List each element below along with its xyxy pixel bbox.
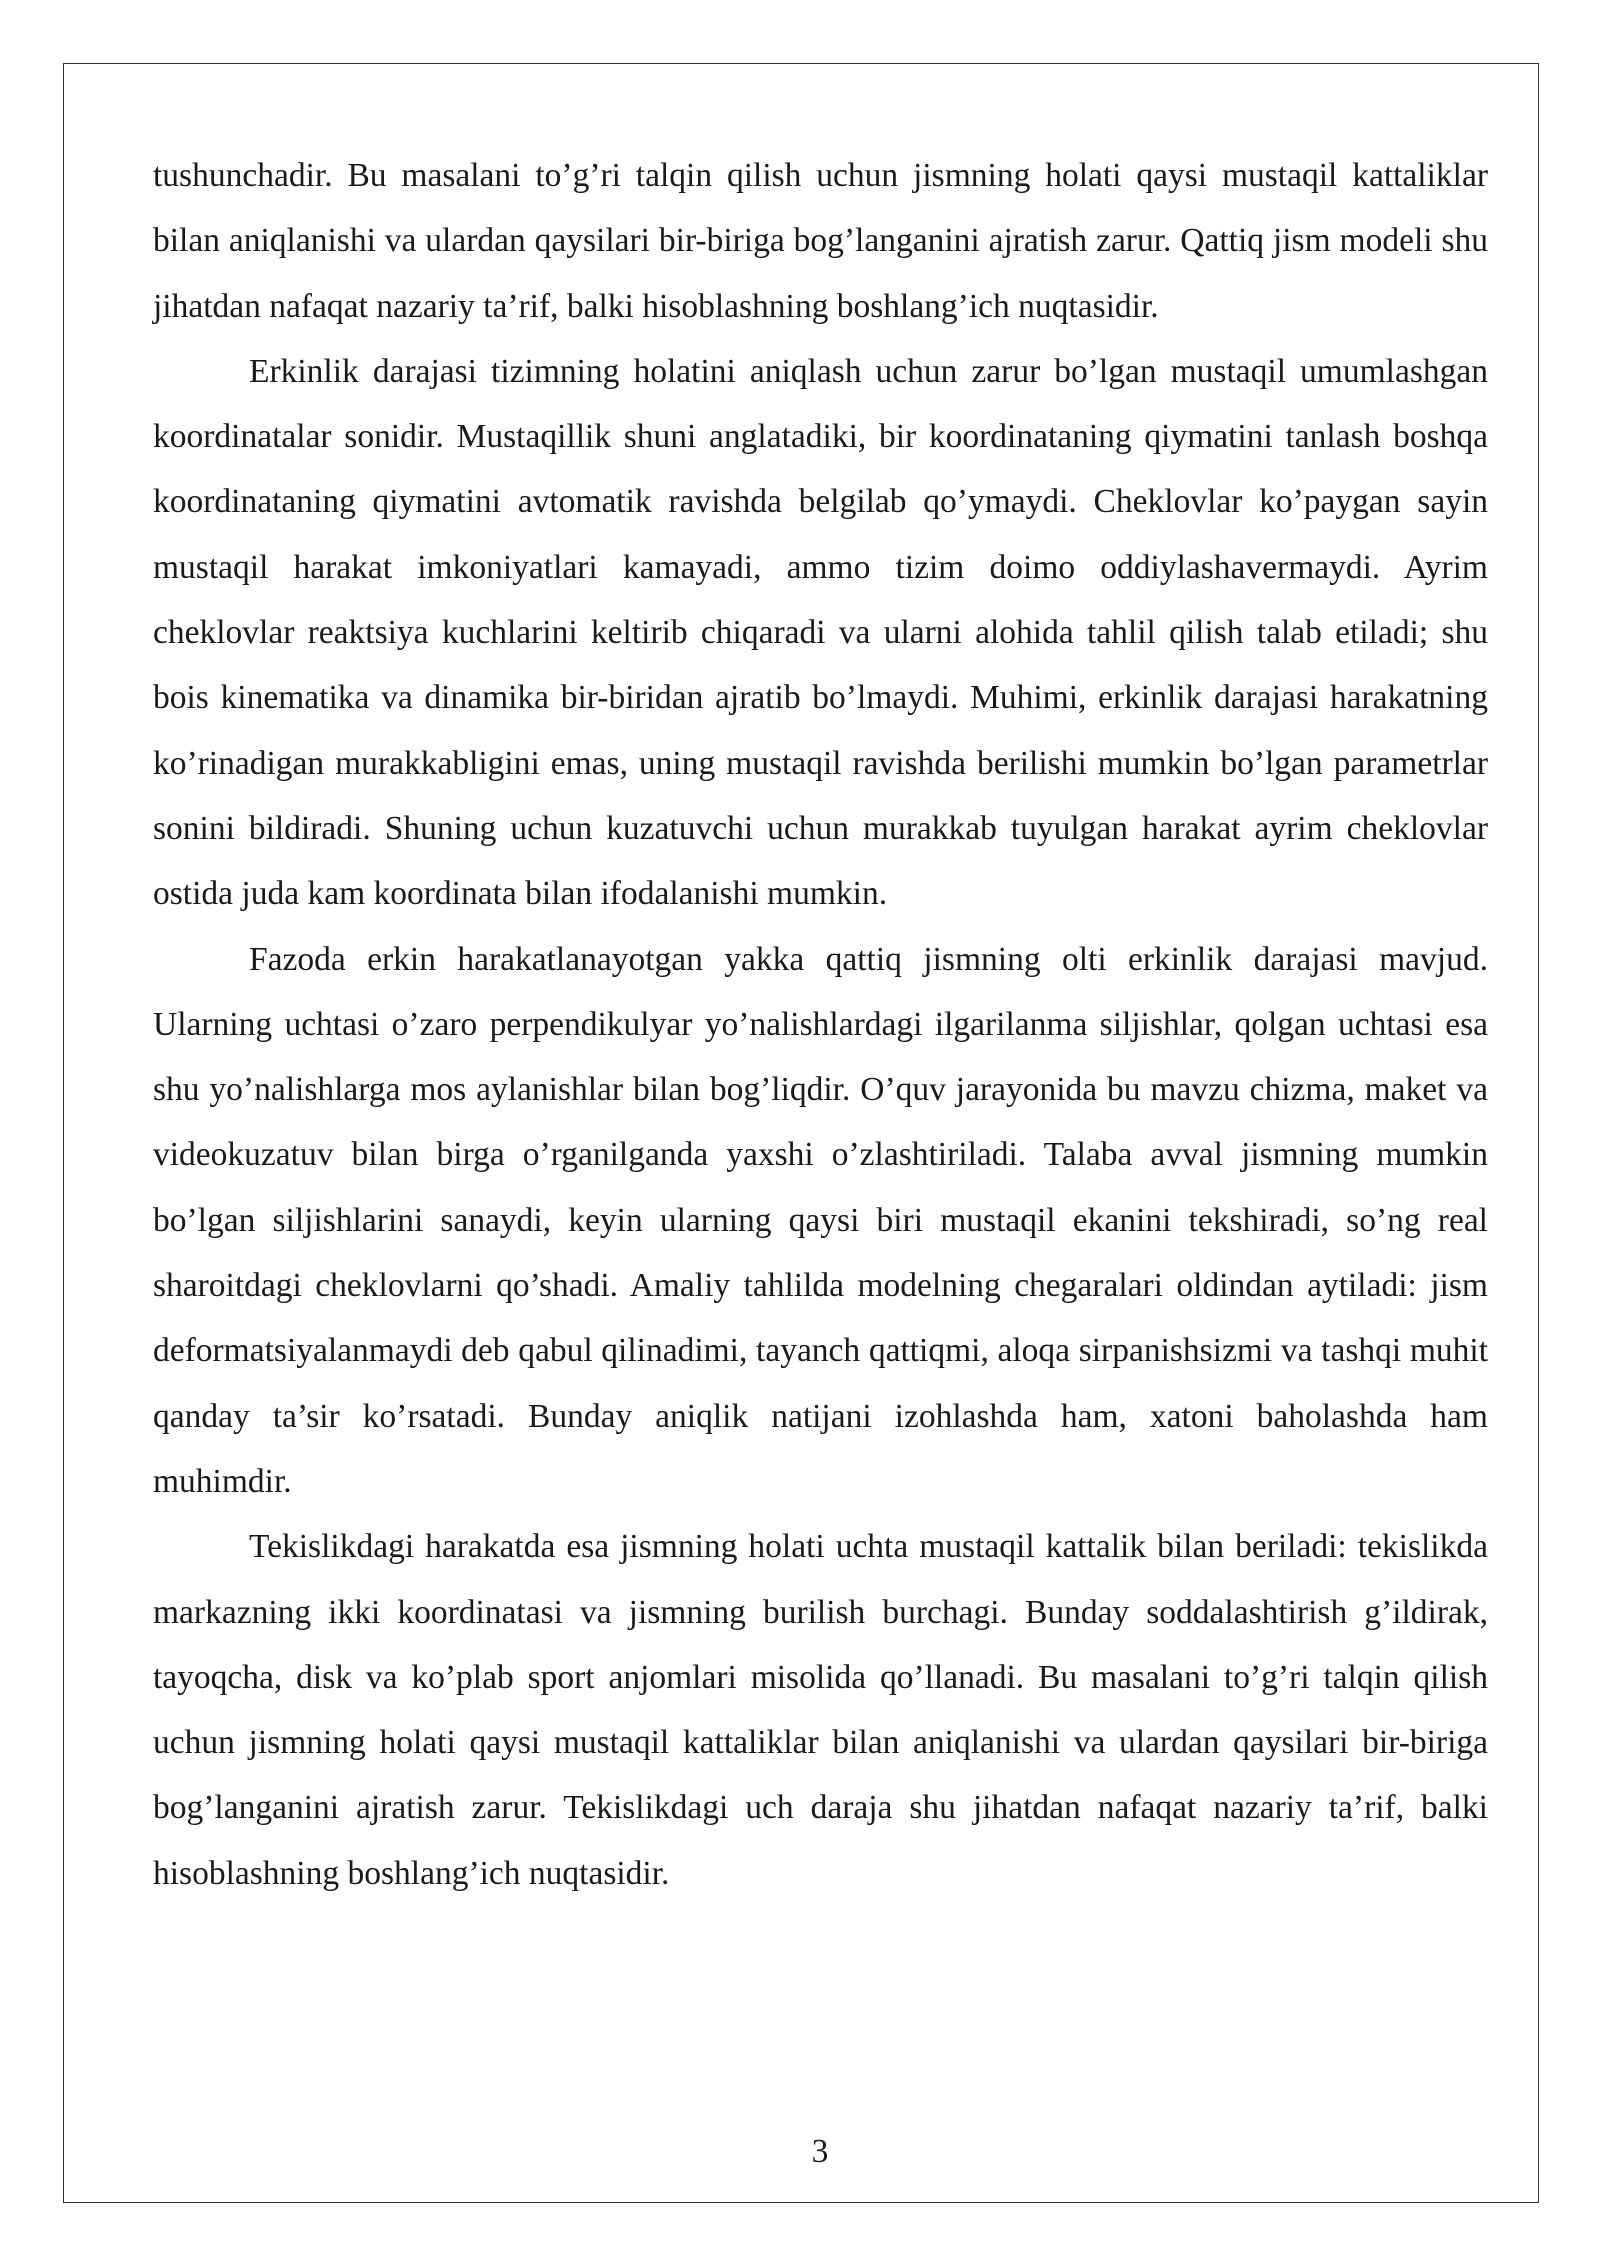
paragraph-planar-motion: Tekislikdagi harakatda esa jismning holati uchta mustaqil kattalik bilan beriladi: tekislikda markazning ikki koordinatasi va jismning burilish burchagi. Bunday soddalashtirish g’ildirak, tayoqcha, disk va ko’plab sport anjomlari misolida qo’llanadi. Bu masalani to’g’ri talqin qilish uchun jismning holati qaysi mustaqil kattaliklar bilan aniqlanishi va ulardan qaysilari bir-biriga bog’langanini ajratish zarur. Tekislikdagi uch daraja shu jihatdan nafaqat nazariy ta’rif, balki hisoblashning boshlang’ich nuqtasidir. [153, 1528, 1488, 1892]
page-number: 3 [811, 2133, 829, 2170]
paragraph-continuation: tushunchadir. Bu masalani to’g’ri talqin qilish uchun jismning holati qaysi mustaqil kattaliklar bilan aniqlanishi va ulardan qaysilari bir-biriga bog’langanini ajratish zarur. Qattiq jism modeli shu jihatdan nafaqat nazariy ta’rif, balki hisoblashning boshlang’ich nuqtasidir. [153, 157, 1488, 325]
paragraph-degrees-of-freedom: Erkinlik darajasi tizimning holatini aniqlash uchun zarur bo’lgan mustaqil umumlashgan koordinatalar sonidir. Mustaqillik shuni anglatadiki, bir koordinataning qiymatini tanlash boshqa koordinataning qiymatini avtomatik ravishda belgilab qo’ymaydi. Cheklovlar ko’paygan sayin mustaqil harakat imkoniyatlari kamayadi, ammo tizim doimo oddiylashavermaydi. Ayrim cheklovlar reaktsiya kuchlarini keltirib chiqaradi va ularni alohida tahlil qilish talab etiladi; shu bois kinematika va dinamika bir-biridan ajratib bo’lmaydi. Muhimi, erkinlik darajasi harakatning ko’rinadigan murakkabligini emas, uning mustaqil ravishda berilishi mumkin bo’lgan parametrlar sonini bildiradi. Shuning uchun kuzatuvchi uchun murakkab tuyulgan harakat ayrim cheklovlar ostida juda kam koordinata bilan ifodalanishi mumkin. [153, 352, 1488, 913]
document-body [153, 143, 1488, 1906]
paragraph-rigid-body-in-space: Fazoda erkin harakatlanayotgan yakka qattiq jismning olti erkinlik darajasi mavjud. Ularning uchtasi o’zaro perpendikulyar yo’nalishlardagi ilgarilanma siljishlar, qolgan uchtasi esa shu yo’nalishlarga mos aylanishlar bilan bog’liqdir. O’quv jarayonida bu mavzu chizma, maket va videokuzatuv bilan birga o’rganilganda yaxshi o’zlashtiriladi. Talaba avval jismning mumkin bo’lgan siljishlarini sanaydi, keyin ularning qaysi biri mustaqil ekanini tekshiradi, so’ng real sharoitdagi cheklovlarni qo’shadi. Amaliy tahlilda modelning chegaralari oldindan aytiladi: jism deformatsiyalanmaydi deb qabul qilinadimi, tayanch qattiqmi, aloqa sirpanishsizmi va tashqi muhit qanday ta’sir ko’rsatadi. Bunday aniqlik natijani izohlashda ham, xatoni baholashda ham muhimdir. [153, 940, 1488, 1500]
